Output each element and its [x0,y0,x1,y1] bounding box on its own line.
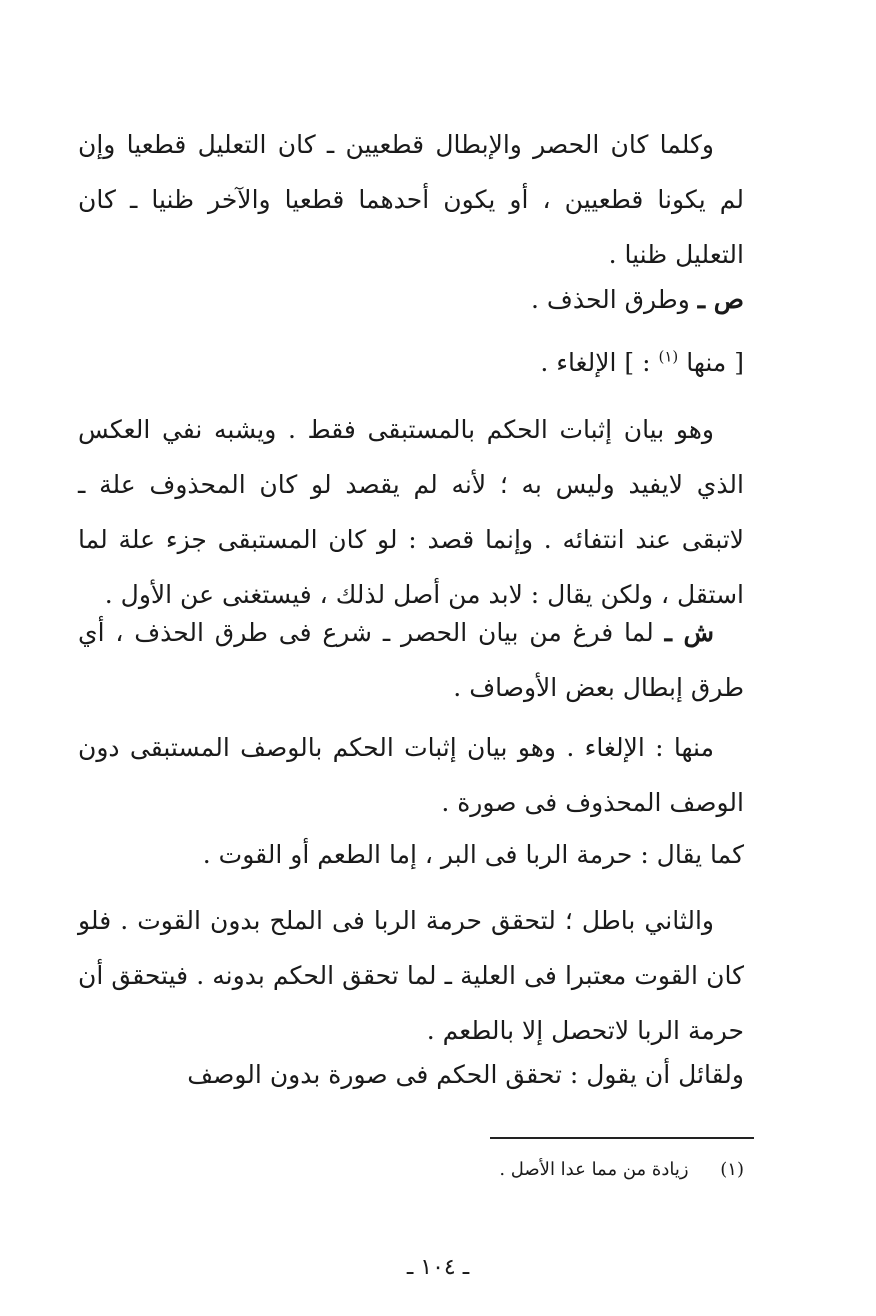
paragraph-2 [531,280,744,320]
sad-marker: ص ـ [697,285,744,314]
paragraph-3 [540,343,744,383]
footnote-divider [490,1137,754,1139]
footnote [499,1152,744,1188]
paragraph-5 [78,605,744,715]
shin-marker: ش ـ [664,618,715,647]
paragraph-9: ولقائل أن يقول : تحقق الحكم فى صورة بدون الوصف [187,1060,744,1089]
paragraph-4: وهو بيان إثبات الحكم بالمستبقى فقط . ويشبه نفي العكس الذي لايفيد وليس به ؛ لأنه لم يقصد لو كان المحذوف علة ـ لاتبقى عند انتفائه . وإنما قصد : لو كان المستبقى جزء علة لما استقل ، ولكن يقال : لابد من أصل لذلك ، فيستغنى عن الأول . [78,415,744,609]
page-number: ـ ١٠٤ ـ [406,1255,470,1280]
paragraph-8: والثاني باطل ؛ لتحقق حرمة الربا فى الملح بدون القوت . فلو كان القوت معتبرا فى العلية ـ لما تحقق الحكم بدونه . فيتحقق أن حرمة الربا لاتحصل إلا بالطعم . [78,906,744,1045]
paragraph-3-open: [ منها [686,348,744,377]
paragraph-7: كما يقال : حرمة الربا فى البر ، إما الطعم أو القوت . [202,840,744,869]
footnote-number: (١) [720,1159,744,1180]
paragraph-5-text: لما فرغ من بيان الحصر ـ شرع فى طرق الحذف ، أي طرق إبطال بعض الأوصاف . [78,618,744,702]
paragraph-2-text: وطرق الحذف . [531,285,690,314]
footnote-reference: (١) [658,347,679,366]
paragraph-3-rest: : ] الإلغاء . [540,348,651,377]
footnote-text: زيادة من مما عدا الأصل . [499,1159,689,1180]
paragraph-6: منها : الإلغاء . وهو بيان إثبات الحكم بالوصف المستبقى دون الوصف المحذوف فى صورة . [78,733,744,817]
paragraph-1: وكلما كان الحصر والإبطال قطعيين ـ كان التعليل قطعيا وإن لم يكونا قطعيين ، أو يكون أحدهما قطعيا والآخر ظنيا ـ كان التعليل ظنيا . [78,130,744,269]
